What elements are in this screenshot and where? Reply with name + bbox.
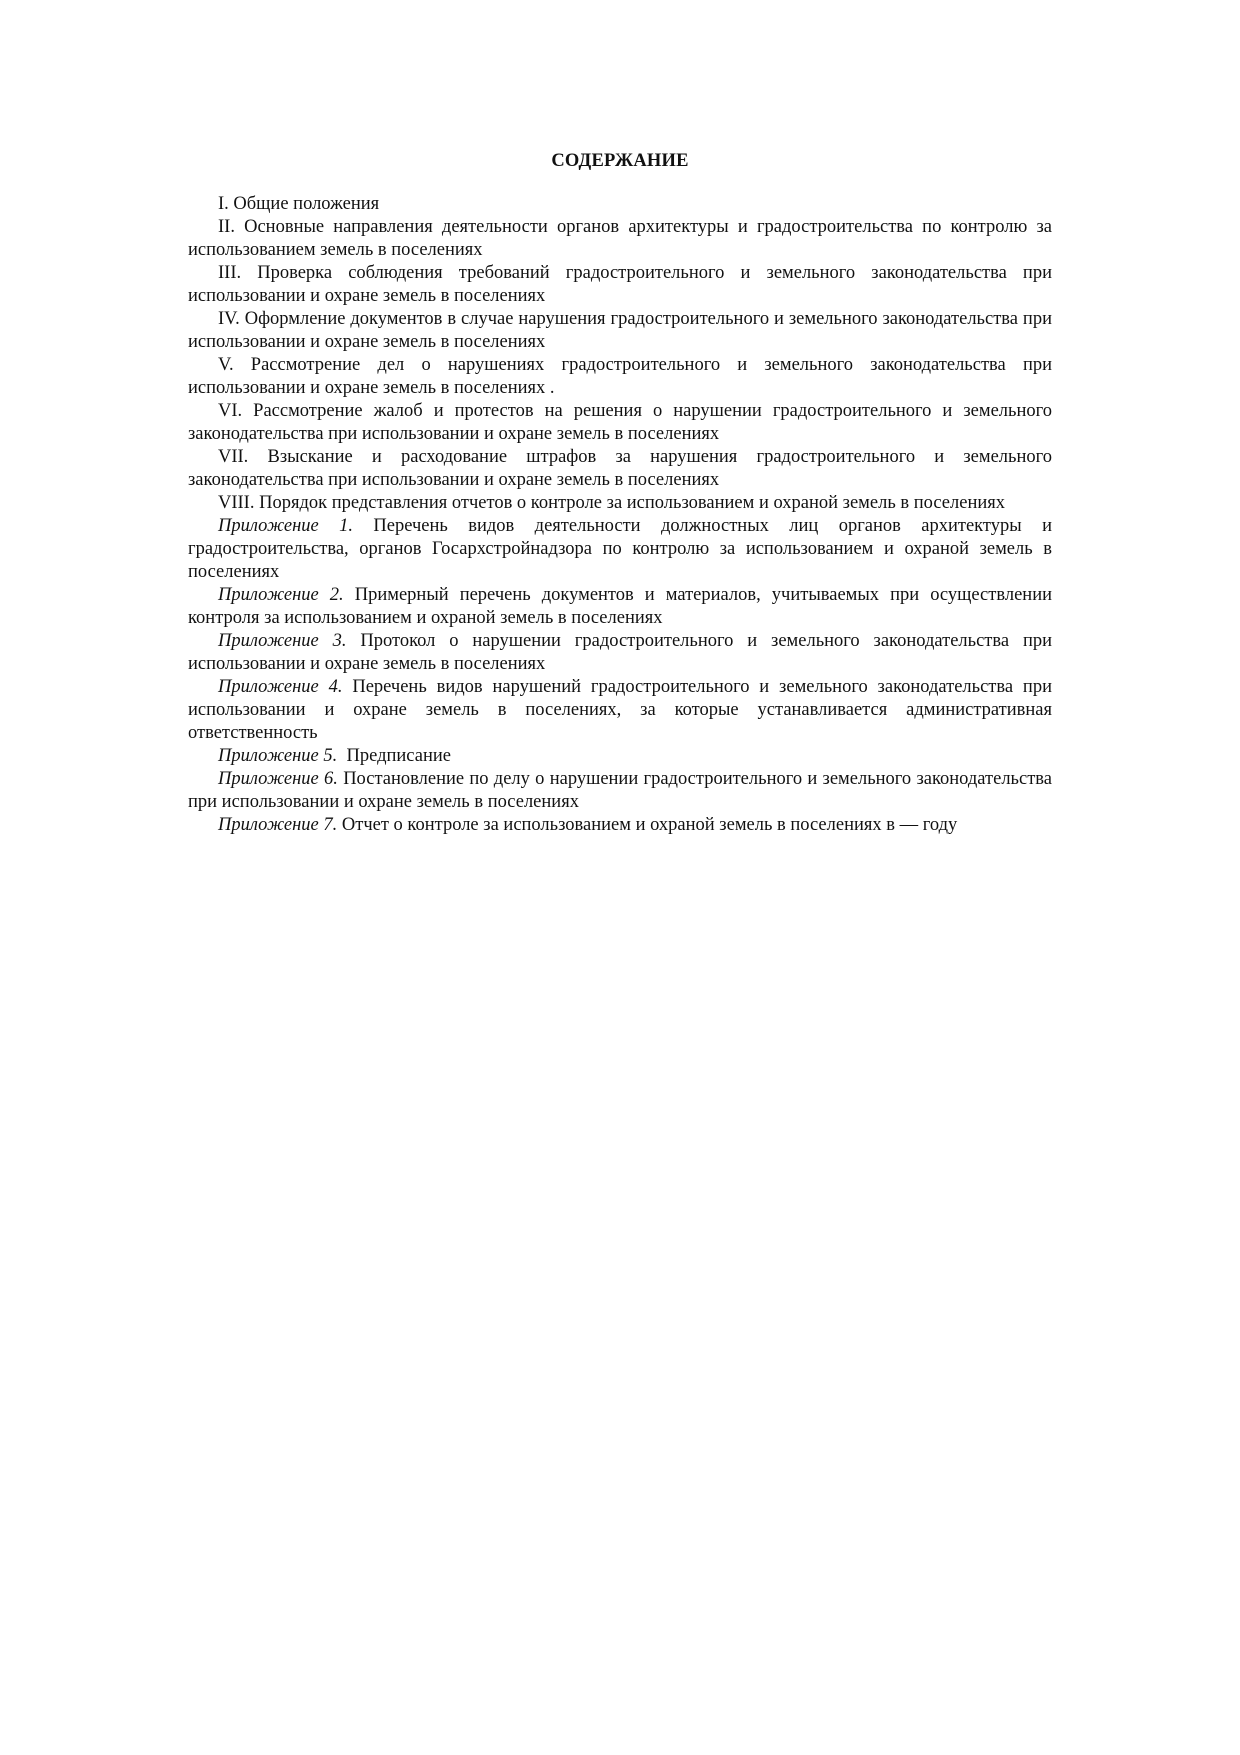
toc-entry-8 xyxy=(188,492,1052,515)
toc-entry-3 xyxy=(188,262,1052,308)
entry-text: Предписание xyxy=(337,746,451,766)
toc-entry-1 xyxy=(188,193,1052,216)
toc-appendix-5 xyxy=(188,745,1052,768)
entry-text: IV. Оформление документов в случае нарушения градостроительного и земельного законодательства при использовании и охране земель в поселениях xyxy=(188,309,1052,352)
toc-appendix-3 xyxy=(188,630,1052,676)
entry-text: V. Рассмотрение дел о нарушениях градостроительного и земельного законодательства при использовании и охране земель в поселениях . xyxy=(188,355,1052,398)
document-page xyxy=(188,150,1052,837)
appendix-label: Приложение 6. xyxy=(218,769,338,789)
entry-text: I. Общие положения xyxy=(218,194,380,214)
toc-entry-4 xyxy=(188,308,1052,354)
toc-appendix-1 xyxy=(188,515,1052,584)
appendix-label: Приложение 7. xyxy=(218,815,338,835)
toc-entry-6 xyxy=(188,400,1052,446)
entry-text: VI. Рассмотрение жалоб и протестов на решения о нарушении градостроительного и земельного законодательства при использовании и охране земель в поселениях xyxy=(188,401,1052,444)
page-title: СОДЕРЖАНИЕ xyxy=(551,151,689,171)
entry-text: Перечень видов нарушений градостроительного и земельного законодательства при использовании и охране земель в поселениях, за которые устанавливается административная ответственность xyxy=(188,677,1052,743)
entry-text: VII. Взыскание и расходование штрафов за нарушения градостроительного и земельного законодательства при использовании и охране земель в поселениях xyxy=(188,447,1052,490)
toc-entry-5 xyxy=(188,354,1052,400)
entry-text: Перечень видов деятельности должностных лиц органов архитектуры и градостроительства, органов Госархстройнадзора по контролю за использованием и охраной земель в поселениях xyxy=(188,516,1052,582)
toc-appendix-7 xyxy=(188,814,1052,837)
toc-entry-7 xyxy=(188,446,1052,492)
appendix-label: Приложение 4. xyxy=(218,677,343,697)
appendix-label: Приложение 2. xyxy=(218,585,344,605)
entry-text: III. Проверка соблюдения требований градостроительного и земельного законодательства при использовании и охране земель в поселениях xyxy=(188,263,1052,306)
appendix-label: Приложение 1. xyxy=(218,516,354,536)
toc-appendix-2 xyxy=(188,584,1052,630)
appendix-label: Приложение 3. xyxy=(218,631,347,651)
appendix-label: Приложение 5. xyxy=(218,746,338,766)
toc-appendix-6 xyxy=(188,768,1052,814)
entry-text: Примерный перечень документов и материалов, учитываемых при осуществлении контроля за использованием и охраной земель в поселениях xyxy=(188,585,1052,628)
toc-appendix-4 xyxy=(188,676,1052,745)
entry-text: Постановление по делу о нарушении градостроительного и земельного законодательства при использовании и охране земель в поселениях xyxy=(188,769,1052,812)
toc-entry-2 xyxy=(188,216,1052,262)
entry-text: VIII. Порядок представления отчетов о контроле за использованием и охраной земель в поселениях xyxy=(218,493,1006,513)
entry-text: II. Основные направления деятельности органов архитектуры и градостроительства по контролю за использованием земель в поселениях xyxy=(188,217,1052,260)
entry-text: Протокол о нарушении градостроительного и земельного законодательства при использовании и охране земель в поселениях xyxy=(188,631,1052,674)
entry-text: Отчет о контроле за использованием и охраной земель в поселениях в — году xyxy=(337,815,958,835)
